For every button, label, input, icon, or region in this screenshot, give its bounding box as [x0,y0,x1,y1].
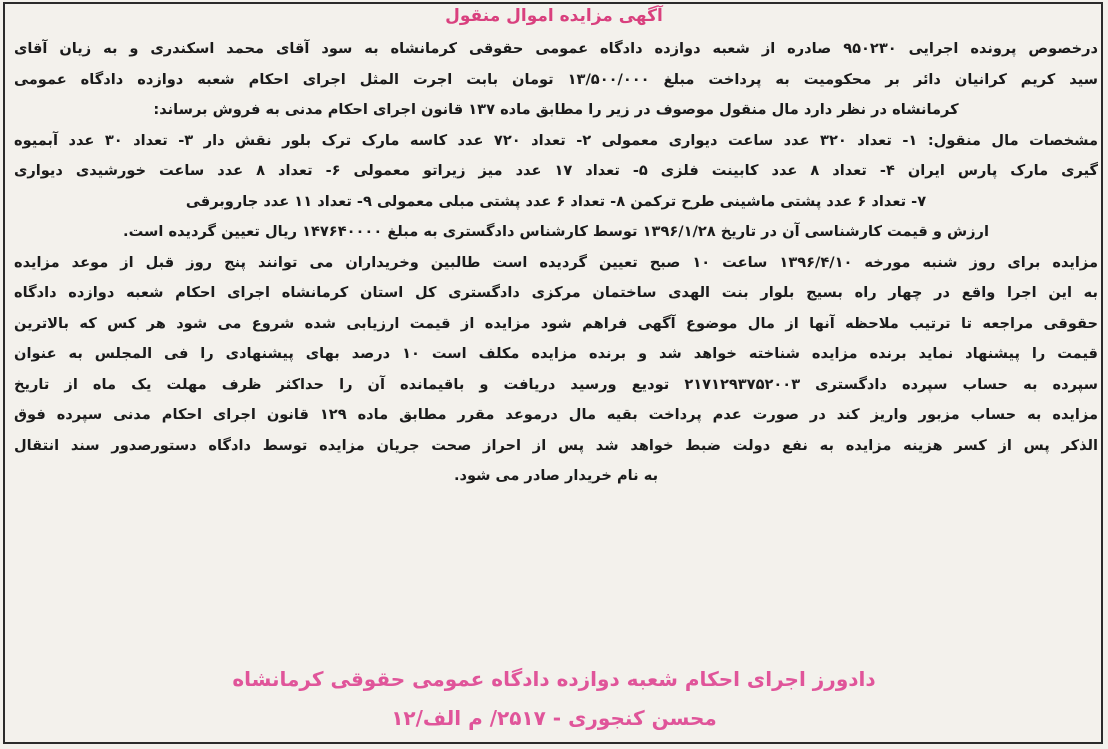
notice-line: قیمت را پیشنهاد نماید برنده مزایده شناخته خواهد شد و برنده مزایده مکلف است ۱۰ درصد بهای پیشنهادی را فی المجلس به عنوان [14,345,1098,362]
signature-name: محسن کنجوری - ۲۵۱۷/ م الف/۱۲ [391,706,717,730]
notice-line: سید کریم کرانیان دائر بر محکومیت به پرداخت مبلغ ۱۳/۵۰۰/۰۰۰ تومان بابت اجرت المثل اجرای احکام شعبه دوازده دادگاه عمومی [14,70,1098,88]
notice-title: آگهی مزایده اموال منقول [445,6,663,26]
notice-line: ارزش و قیمت کارشناسی آن در تاریخ ۱۳۹۶/۱/۲۸ توسط کارشناس دادگستری به مبلغ ۱۴۷۶۴۰۰۰۰ ریال تعیین گردیده است. [123,223,989,240]
notice-line: درخصوص پرونده اجرایی ۹۵۰۲۳۰ صادره از شعبه دوازده دادگاه عمومی حقوقی کرمانشاه به سود آقای محمد اسکندری و به زیان آقای [14,40,1098,57]
notice-body [14,34,1098,492]
signature-office: دادورز اجرای احکام شعبه دوازده دادگاه عمومی حقوقی کرمانشاه [232,667,876,691]
notice-line: سپرده به حساب سپرده دادگستری ۲۱۷۱۲۹۳۷۵۲۰۰۳ تودیع ورسید دریافت و باقیمانده آن را حداکثر ظرف مهلت یک ماه از تاریخ [14,375,1098,393]
notice-line: به نام خریدار صادر می شود. [453,467,659,484]
notice-line: ۷- تعداد ۶ عدد پشتی ماشینی طرح ترکمن ۸- تعداد ۶ عدد پشتی مبلی معمولی ۹- تعداد ۱۱ عدد جاروبرقی [185,192,927,210]
notice-line: به این اجرا واقع در چهار راه بسیج بلوار بنت الهدی ساختمان مرکزی دادگستری کل استان کرمانشاه اجرای احکام شعبه دوازده دادگاه [14,284,1098,301]
notice-line: مزایده به حساب مزبور واریز کند در صورت عدم پرداخت بقیه مال درموعد مقرر مطابق ماده ۱۲۹ قانون اجرای احکام مدنی سپرده فوق [14,406,1098,423]
notice-line: مزایده برای روز شنبه مورخه ۱۳۹۶/۴/۱۰ ساعت ۱۰ صبح تعیین گردیده است طالبین وخریداران می توانند پنج روز قبل از موعد مزایده [14,253,1098,271]
notice-line: الذکر پس از کسر هزینه مزایده به نفع دولت ضبط خواهد شد پس از احراز صحت جریان مزایده توسط دادگاه دستورصدور سند انتقال [14,436,1098,454]
notice-line: کرمانشاه در نظر دارد مال منقول موصوف در زیر را مطابق ماده ۱۳۷ قانون اجرای احکام مدنی به فروش برساند: [153,101,959,118]
notice-line: گیری مارک پارس ایران ۴- تعداد ۸ عدد کابینت فلزی ۵- تعداد ۱۷ عدد میز زیراتو معمولی ۶- تعداد ۸ عدد ساعت خورشیدی دیواری [14,162,1098,179]
notice-line: حقوقی مراجعه تا ترتیب ملاحظه آنها از مال موضوع آگهی فراهم شود مزایده از قیمت ارزیابی شده شروع می شود هر کس که بالاترین [14,314,1098,332]
notice-line: مشخصات مال منقول: ۱- تعداد ۳۲۰ عدد ساعت دیواری معمولی ۲- تعداد ۷۲۰ عدد کاسه مارک ترک بلور نقش دار ۳- تعداد ۳۰ عدد آبمیوه [14,131,1098,149]
